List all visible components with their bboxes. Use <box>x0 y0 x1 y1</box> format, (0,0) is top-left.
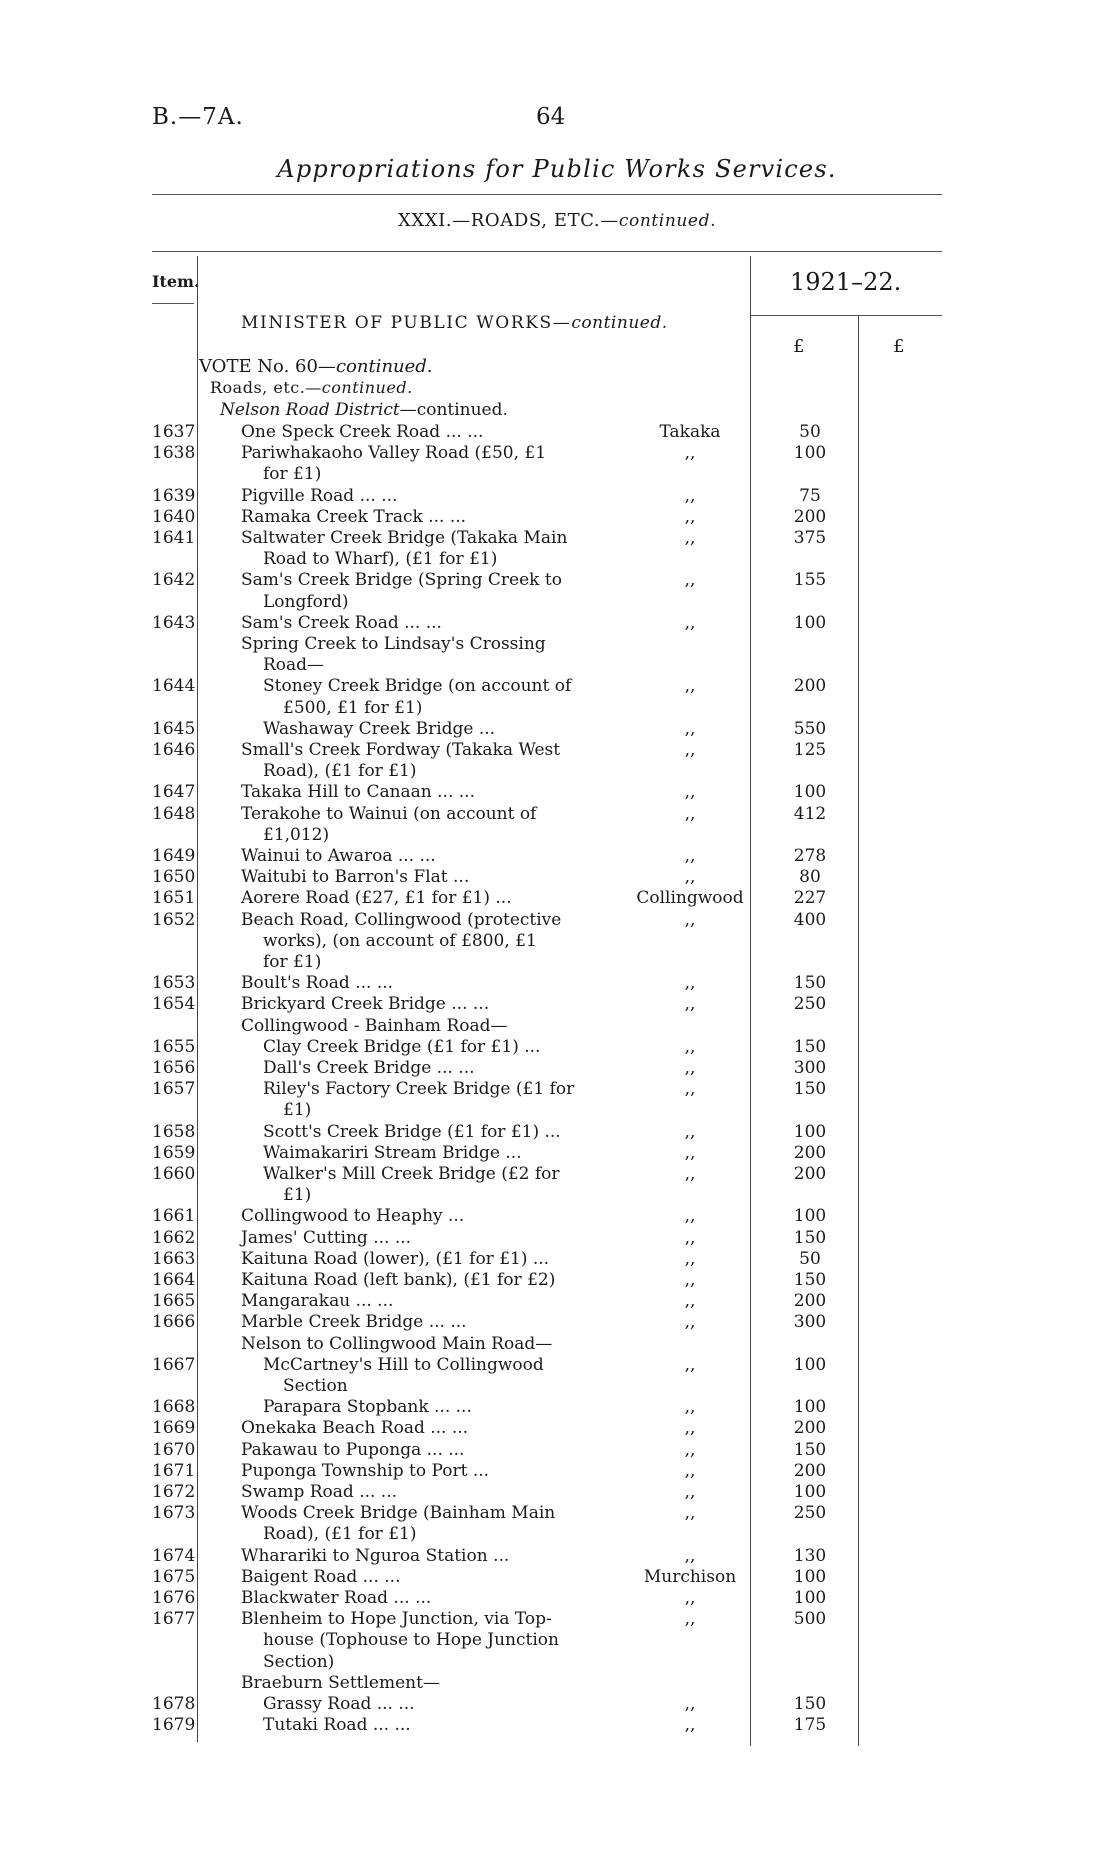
place-name: ,, <box>684 973 696 994</box>
item-number: 1654 <box>152 994 196 1015</box>
place-name: Murchison <box>643 1566 737 1587</box>
table-row <box>0 570 1114 612</box>
item-description-continued: Road to Wharf), (£1 for £1) <box>263 549 498 570</box>
amount: 250 <box>793 1503 827 1524</box>
item-description-continued: Section <box>283 1375 348 1396</box>
amount: 227 <box>793 888 827 909</box>
item-description-continued: house (Tophouse to Hope Junction <box>263 1630 559 1651</box>
district-heading <box>220 400 508 420</box>
item-number: 1652 <box>152 909 196 930</box>
district-heading-continued: continued. <box>416 400 508 420</box>
item-description: Spring Creek to Lindsay's Crossing <box>241 634 546 654</box>
item-number: 1671 <box>152 1460 196 1481</box>
item-description: Nelson to Collingwood Main Road— <box>241 1333 553 1354</box>
table-row <box>0 1715 1114 1736</box>
item-number: 1656 <box>152 1058 196 1078</box>
table-row <box>0 1609 1114 1672</box>
table-row <box>0 1249 1114 1270</box>
place-name: ,, <box>684 1609 696 1630</box>
table-row <box>0 846 1114 867</box>
item-description-continued: £1,012) <box>263 824 330 845</box>
item-description: Tutaki Road ... ... <box>263 1715 411 1736</box>
place-name: ,, <box>684 1121 696 1142</box>
item-description-continued: £1) <box>283 1185 312 1206</box>
item-number: 1651 <box>152 888 196 909</box>
table-row <box>0 1588 1114 1609</box>
place-name: ,, <box>684 718 696 739</box>
item-description: Collingwood to Heaphy ... <box>241 1206 465 1227</box>
item-description: Washaway Creek Bridge ... <box>263 718 496 739</box>
table-top-rule <box>152 251 942 252</box>
item-description: Parapara Stopbank ... ... <box>263 1397 472 1418</box>
place-name: ,, <box>684 740 696 760</box>
item-description: Beach Road, Collingwood (protective <box>241 909 562 930</box>
place-name: ,, <box>684 1312 696 1333</box>
table-row <box>0 1397 1114 1418</box>
table-row <box>0 1122 1114 1143</box>
amount: 150 <box>793 1694 827 1714</box>
table-row <box>0 782 1114 803</box>
table-row <box>0 1143 1114 1164</box>
amount: 200 <box>793 1142 827 1163</box>
item-number: 1653 <box>152 973 196 994</box>
table-row <box>0 1334 1114 1355</box>
amount: 100 <box>793 1206 827 1227</box>
item-number: 1678 <box>152 1694 196 1714</box>
section-heading-continued: continued. <box>618 211 717 231</box>
amount: 150 <box>793 1036 827 1057</box>
table-row <box>0 1079 1114 1121</box>
amount: 130 <box>793 1545 827 1566</box>
table-row <box>0 1546 1114 1567</box>
table-row <box>0 1567 1114 1588</box>
amount: 175 <box>793 1715 827 1736</box>
item-number: 1676 <box>152 1588 196 1608</box>
amount: 200 <box>793 506 827 527</box>
amount: 200 <box>793 1164 827 1184</box>
table-row <box>0 1461 1114 1482</box>
item-number: 1644 <box>152 676 196 697</box>
item-number: 1662 <box>152 1227 196 1248</box>
item-description-continued: for £1) <box>263 951 322 972</box>
roads-heading-main: Roads, etc.— <box>210 378 322 397</box>
place-name: ,, <box>684 1291 696 1312</box>
place-name: ,, <box>684 443 696 464</box>
table-row <box>0 1206 1114 1227</box>
place-name: ,, <box>684 1439 696 1460</box>
amount: 100 <box>793 1121 827 1142</box>
item-number: 1674 <box>152 1545 196 1566</box>
item-number: 1673 <box>152 1503 196 1524</box>
item-description: Scott's Creek Bridge (£1 for £1) ... <box>263 1121 561 1142</box>
place-name: ,, <box>684 1248 696 1269</box>
place-name: ,, <box>684 782 696 803</box>
place-name: ,, <box>684 1354 696 1375</box>
item-number: 1639 <box>152 485 196 506</box>
item-description: Kaituna Road (left bank), (£1 for £2) <box>241 1270 556 1290</box>
table-row <box>0 1291 1114 1312</box>
year-column-header: 1921–22. <box>790 268 902 296</box>
table-row <box>0 1037 1114 1058</box>
item-number: 1648 <box>152 803 196 824</box>
table-row <box>0 1673 1114 1694</box>
item-number: 1669 <box>152 1418 196 1439</box>
item-number: 1647 <box>152 782 196 803</box>
item-description: Boult's Road ... ... <box>241 973 394 994</box>
document-reference: B.—7A. <box>152 104 244 130</box>
place-name: ,, <box>684 1227 696 1248</box>
amount: 100 <box>793 782 827 803</box>
table-row <box>0 1228 1114 1249</box>
place-name: ,, <box>684 1588 696 1608</box>
item-description: Swamp Road ... ... <box>241 1482 398 1502</box>
table-row <box>0 1058 1114 1079</box>
item-description: Onekaka Beach Road ... ... <box>241 1418 469 1439</box>
table-row <box>0 1440 1114 1461</box>
amount: 278 <box>793 846 827 866</box>
table-row <box>0 1312 1114 1333</box>
page-title: Appropriations for Public Works Services. <box>277 155 837 183</box>
item-column-header: Item. <box>152 272 200 291</box>
table-row <box>0 888 1114 909</box>
table-row <box>0 1354 1114 1396</box>
place-name: ,, <box>684 846 696 866</box>
item-number: 1658 <box>152 1121 196 1142</box>
item-description: Pakawau to Puponga ... ... <box>241 1439 465 1460</box>
item-description: Grassy Road ... ... <box>263 1694 415 1714</box>
item-description: Puponga Township to Port ... <box>241 1460 490 1481</box>
item-description: One Speck Creek Road ... ... <box>241 422 484 442</box>
table-row <box>0 634 1114 676</box>
table-row <box>0 803 1114 845</box>
amount: 412 <box>793 803 827 824</box>
item-description: Wharariki to Nguroa Station ... <box>241 1545 510 1566</box>
amount: 50 <box>799 1248 821 1269</box>
vote-heading-continued: continued. <box>335 356 433 377</box>
item-number: 1679 <box>152 1715 196 1736</box>
item-description-continued: works), (on account of £800, £1 <box>263 930 537 951</box>
item-number: 1643 <box>152 612 196 633</box>
item-description: Aorere Road (£27, £1 for £1) ... <box>241 888 512 909</box>
place-name: ,, <box>684 909 696 930</box>
title-rule <box>152 194 942 195</box>
amount: 375 <box>793 528 827 548</box>
amount: 300 <box>793 1058 827 1078</box>
amount: 100 <box>793 1482 827 1502</box>
item-number: 1640 <box>152 506 196 527</box>
item-number: 1655 <box>152 1036 196 1057</box>
roads-heading-continued: continued. <box>321 378 413 397</box>
place-name: ,, <box>684 1482 696 1502</box>
item-description-continued: Road), (£1 for £1) <box>263 1524 417 1545</box>
place-name: ,, <box>684 1397 696 1418</box>
minister-heading <box>241 313 668 333</box>
item-description: Brickyard Creek Bridge ... ... <box>241 994 490 1015</box>
item-description: Waitubi to Barron's Flat ... <box>241 867 470 888</box>
item-description: Walker's Mill Creek Bridge (£2 for <box>263 1164 560 1184</box>
minister-heading-main: MINISTER OF PUBLIC WORKS— <box>241 313 572 333</box>
item-description: Pigville Road ... ... <box>241 485 398 506</box>
item-description: Braeburn Settlement— <box>241 1672 440 1693</box>
item-description: Ramaka Creek Track ... ... <box>241 506 467 527</box>
place-name: ,, <box>684 506 696 527</box>
item-number: 1661 <box>152 1206 196 1227</box>
place-name: ,, <box>684 1270 696 1290</box>
item-description-continued: Section) <box>263 1651 335 1672</box>
amount: 300 <box>793 1312 827 1333</box>
place-name: ,, <box>684 994 696 1015</box>
item-number: 1638 <box>152 443 196 464</box>
place-name: ,, <box>684 1460 696 1481</box>
place-name: ,, <box>684 1164 696 1184</box>
table-row <box>0 613 1114 634</box>
item-description: Mangarakau ... ... <box>241 1291 394 1312</box>
item-number: 1650 <box>152 867 196 888</box>
place-name: ,, <box>684 1545 696 1566</box>
item-description-continued: Longford) <box>263 591 349 612</box>
table-row <box>0 740 1114 782</box>
roads-heading <box>210 378 413 397</box>
item-description: McCartney's Hill to Collingwood <box>263 1354 544 1375</box>
item-description: Stoney Creek Bridge (on account of <box>263 676 572 697</box>
item-description: Collingwood - Bainham Road— <box>241 1015 508 1036</box>
minister-heading-continued: continued. <box>571 313 668 333</box>
table-row <box>0 719 1114 740</box>
place-name: ,, <box>684 1694 696 1714</box>
place-name: ,, <box>684 867 696 888</box>
year-header-rule <box>750 315 942 316</box>
vote-heading-main: VOTE No. 60— <box>199 356 336 377</box>
district-heading-main: Nelson Road District— <box>220 400 417 420</box>
item-number: 1664 <box>152 1270 196 1290</box>
item-number: 1672 <box>152 1482 196 1502</box>
amount: 100 <box>793 1397 827 1418</box>
item-description: Blenheim to Hope Junction, via Top- <box>241 1609 552 1630</box>
item-description: Waimakariri Stream Bridge ... <box>263 1142 522 1163</box>
amount: 75 <box>799 485 821 506</box>
page-number: 64 <box>536 104 566 130</box>
place-name: ,, <box>684 1142 696 1163</box>
item-number: 1637 <box>152 422 196 442</box>
amount: 150 <box>793 1439 827 1460</box>
amount: 100 <box>793 443 827 464</box>
amount: 400 <box>793 909 827 930</box>
table-row <box>0 973 1114 994</box>
item-number: 1663 <box>152 1248 196 1269</box>
item-number: 1667 <box>152 1354 196 1375</box>
item-description: Woods Creek Bridge (Bainham Main <box>241 1503 556 1524</box>
amount: 100 <box>793 612 827 633</box>
table-row <box>0 909 1114 972</box>
item-description: Dall's Creek Bridge ... ... <box>263 1058 475 1078</box>
table-row <box>0 867 1114 888</box>
item-number: 1660 <box>152 1164 196 1184</box>
amount: 125 <box>793 740 827 760</box>
item-description: Baigent Road ... ... <box>241 1566 401 1587</box>
item-description: Clay Creek Bridge (£1 for £1) ... <box>263 1036 541 1057</box>
table-row <box>0 676 1114 718</box>
place-name: ,, <box>684 485 696 506</box>
table-row <box>0 443 1114 485</box>
pound-column-1-header: £ <box>793 336 805 357</box>
item-description: Small's Creek Fordway (Takaka West <box>241 740 561 760</box>
item-number: 1666 <box>152 1312 196 1333</box>
place-name: ,, <box>684 570 696 591</box>
item-number: 1668 <box>152 1397 196 1418</box>
vote-heading <box>199 356 433 377</box>
amount: 550 <box>793 718 827 739</box>
amount: 500 <box>793 1609 827 1630</box>
amount: 200 <box>793 676 827 697</box>
item-description-continued: Road), (£1 for £1) <box>263 761 417 782</box>
item-description: Sam's Creek Bridge (Spring Creek to <box>241 570 562 591</box>
amount: 200 <box>793 1291 827 1312</box>
amount: 250 <box>793 994 827 1015</box>
table-row <box>0 1418 1114 1439</box>
table-row <box>0 507 1114 528</box>
item-description: Riley's Factory Creek Bridge (£1 for <box>263 1079 575 1100</box>
place-name: ,, <box>684 1715 696 1736</box>
table-row <box>0 528 1114 570</box>
item-description-continued: £1) <box>283 1100 312 1121</box>
place-name: ,, <box>684 612 696 633</box>
amount: 200 <box>793 1418 827 1439</box>
table-row <box>0 422 1114 443</box>
item-description-continued: for £1) <box>263 464 322 485</box>
item-description-continued: Road— <box>263 655 325 676</box>
place-name: Collingwood <box>636 888 744 909</box>
amount: 150 <box>793 1079 827 1100</box>
item-description: Terakohe to Wainui (on account of <box>241 803 537 824</box>
amount: 100 <box>793 1354 827 1375</box>
place-name: ,, <box>684 676 696 697</box>
table-row <box>0 1503 1114 1545</box>
amount: 50 <box>799 422 821 442</box>
table-row <box>0 994 1114 1015</box>
item-number: 1670 <box>152 1439 196 1460</box>
amount: 100 <box>793 1566 827 1587</box>
item-number: 1641 <box>152 528 196 548</box>
place-name: ,, <box>684 1418 696 1439</box>
item-description: Sam's Creek Road ... ... <box>241 612 442 633</box>
section-heading <box>0 210 1114 231</box>
place-name: ,, <box>684 528 696 548</box>
item-number: 1646 <box>152 740 196 760</box>
amount: 150 <box>793 1270 827 1290</box>
item-number: 1657 <box>152 1079 196 1100</box>
item-number: 1675 <box>152 1566 196 1587</box>
amount: 155 <box>793 570 827 591</box>
place-name: ,, <box>684 803 696 824</box>
table-row <box>0 1694 1114 1715</box>
item-description: James' Cutting ... ... <box>241 1227 412 1248</box>
amount: 80 <box>799 867 821 888</box>
table-row <box>0 1270 1114 1291</box>
item-description: Takaka Hill to Canaan ... ... <box>241 782 475 803</box>
amount: 200 <box>793 1460 827 1481</box>
pound-column-2-header: £ <box>893 336 905 357</box>
place-name: ,, <box>684 1206 696 1227</box>
item-description: Wainui to Awaroa ... ... <box>241 846 436 866</box>
table-row <box>0 1016 1114 1037</box>
place-name: ,, <box>684 1058 696 1078</box>
amount: 150 <box>793 973 827 994</box>
table-row <box>0 1482 1114 1503</box>
item-description: Pariwhakaoho Valley Road (£50, £1 <box>241 443 547 464</box>
table-row <box>0 1164 1114 1206</box>
item-description: Marble Creek Bridge ... ... <box>241 1312 467 1333</box>
amount: 100 <box>793 1588 827 1608</box>
item-description-continued: £500, £1 for £1) <box>283 697 423 718</box>
item-number: 1645 <box>152 718 196 739</box>
item-number: 1649 <box>152 846 196 866</box>
item-number: 1659 <box>152 1142 196 1163</box>
item-number: 1665 <box>152 1291 196 1312</box>
table-row <box>0 486 1114 507</box>
item-description: Kaituna Road (lower), (£1 for £1) ... <box>241 1248 550 1269</box>
amount: 150 <box>793 1227 827 1248</box>
section-heading-main: XXXI.—ROADS, ETC.— <box>397 210 619 231</box>
place-name: Takaka <box>659 422 721 442</box>
place-name: ,, <box>684 1079 696 1100</box>
item-number: 1677 <box>152 1609 196 1630</box>
item-description: Saltwater Creek Bridge (Takaka Main <box>241 528 568 548</box>
place-name: ,, <box>684 1036 696 1057</box>
place-name: ,, <box>684 1503 696 1524</box>
item-header-rule <box>152 303 194 304</box>
item-number: 1642 <box>152 570 196 591</box>
item-description: Blackwater Road ... ... <box>241 1588 432 1608</box>
